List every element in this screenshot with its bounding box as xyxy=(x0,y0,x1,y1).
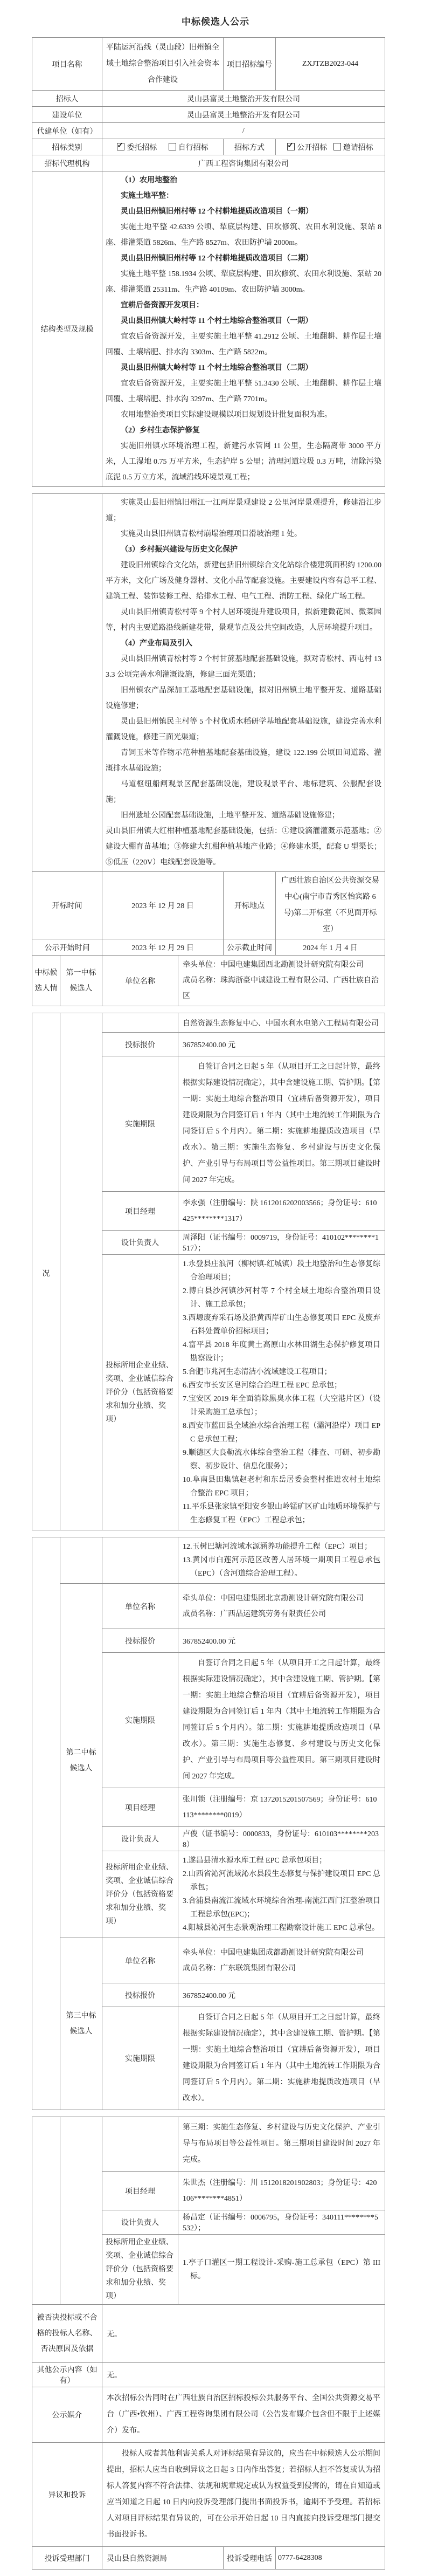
candidates-section-label-part2: 况 xyxy=(32,1013,60,1530)
checkbox-checked-icon xyxy=(117,143,124,150)
achievement-item: 7.宝安区 2019 年全面消除黑臭水体工程（大空港片区）（设计采购施工总承包）； xyxy=(183,1395,380,1417)
complaint-tel-label: 投诉受理电话 xyxy=(224,2547,276,2570)
achievement-item: 2.博白县沙河镇沙河村等 7 个村全域土地综合整治项目设计、施工总承包； xyxy=(183,1287,380,1309)
candidate3-manager-value: 朱世杰（注册编号：川 1512018201902803；身份证号：420106********4851） xyxy=(178,2172,385,2210)
agent-builder-label: 代建单位（如有） xyxy=(32,123,102,139)
structure-paragraph: （2）乡村生态保护修复 xyxy=(121,427,200,435)
period-label: 实施期限 xyxy=(102,1056,178,1192)
candidate2-designer-value: 卢俊（证书编号：0000833，身份证号：610103********2038） xyxy=(178,1827,385,1851)
structure-paragraph: 建设旧州镇综合文化站，新建包括旧州镇综合文化站综合楼建筑面积约 1200.00 平方米，文化广场及健身器材、文化小品等配套设施。主要建设内容有总平工程、建筑工程、装饰装修工程、给排水工程、电气工程、消防工程、绿化广场工程。 xyxy=(106,561,381,601)
row-builder xyxy=(32,107,385,123)
candidate1-rank-col-cont xyxy=(60,1537,102,1584)
design-lead-label: 设计负责人 xyxy=(102,1231,178,1255)
table-block-1 xyxy=(32,37,431,487)
achievement-item: 2.山西省沁河流域沁水县段生态修复与保护建设项目 EPC 总承包； xyxy=(183,1870,381,1892)
structure-paragraph: 灵山县旧州镇大岭村等 11 个村土地综合整治项目（二期） xyxy=(121,364,313,372)
candidate3-rank-col-cont xyxy=(60,2117,102,2305)
candidate3-price-value: 367852400.00 元 xyxy=(178,1983,385,2007)
unit-members-line: 成员名称：广西品运建筑劳务有限责任公司 xyxy=(183,1610,326,1618)
bid-no-value: ZXJTZB2023-044 xyxy=(276,38,385,91)
candidate1-achievements-list xyxy=(178,1255,385,1530)
checkbox-checked-icon xyxy=(287,143,295,150)
agency-value: 广西工程咨询集团有限公司 xyxy=(102,155,385,171)
bid-price-label: 投标报价 xyxy=(102,1629,178,1653)
achievements-label: 投标所用企业业绩、奖项、企业诚信综合评价分（包括资格要求和加分业绩、奖项） xyxy=(102,2235,178,2305)
publicity-start-value: 2023 年 12 月 29 日 xyxy=(102,939,224,956)
structure-paragraph: 灵山县旧州镇民主村等 5 个村优质水稻研学基地配套基础设施，建设完善水利灌溉设施，修建三面光渠道； xyxy=(106,718,381,741)
table-block-5 xyxy=(32,2117,431,2570)
structure-paragraph: 实施土地平整： xyxy=(121,192,173,200)
achievement-item: 10.阜南县田集镇赵老村和东岳居委会整村推进农村土地综合整治 EPC 项目； xyxy=(183,1476,380,1497)
unit-members-line: 成员名称：珠海浙豪中诚建设工程有限公司、广西壮族自治区 xyxy=(183,977,379,1000)
row-candidate3-period-cont xyxy=(32,2117,385,2172)
design-lead-label: 设计负责人 xyxy=(102,2210,178,2235)
structure-paragraph: 旧州遗址公园配套基础设施，土地平整开发、道路基础设施修建； xyxy=(121,812,339,820)
open-place-value: 广西壮族自治区公共资源交易中心(南宁市青秀区怡宾路 6 号)第二开标室（不见面开标室） xyxy=(276,872,385,939)
unit-name-label: 单位名称 xyxy=(102,1938,178,1983)
unit-lead-line: 牵头单位：中国电建集团成都勘测设计研究院有限公司 xyxy=(183,1948,364,1957)
candidate1-manager-value: 李永强（注册编号：陕 1612016202003566；身份证号：610425********1317） xyxy=(178,1192,385,1231)
row-bid-opening xyxy=(32,872,385,939)
row-project-name xyxy=(32,38,385,91)
row-candidate2-unit xyxy=(32,1584,385,1629)
checkbox-unchecked-icon xyxy=(333,143,341,150)
unit-lead-line: 牵头单位：中国电建集团北京勘测设计研究院有限公司 xyxy=(183,1594,364,1603)
candidates-section-label-part1: 中标候选人情 xyxy=(32,956,60,1006)
agency-label: 招标代理机构 xyxy=(32,155,102,171)
achievement-item: 4.富平县 2018 年度黄土高原山水林田湖生态保护修复项目勘察设计； xyxy=(183,1341,380,1363)
row-candidate1-unit-cont xyxy=(32,1013,385,1033)
row-objection-complaint xyxy=(32,2443,385,2547)
row-agent-builder xyxy=(32,123,385,139)
structure-paragraph: （1）农用地整治 xyxy=(121,176,177,184)
achievements-label-cont xyxy=(102,1537,178,1584)
structure-paragraph: 农用地整治类项目实际建设规模以项目规划设计批复面积为准。 xyxy=(121,411,332,419)
row-publicity-media xyxy=(32,2387,385,2443)
other-publicity-value: 无。 xyxy=(102,2363,385,2387)
project-manager-label: 项目经理 xyxy=(102,1788,178,1827)
method-option-label: 邀请招标 xyxy=(343,143,373,152)
candidate2-period-value: 自签订合同之日起 5 年（从项目开工之日起计算，最终根据实际建设情况确定），其中含建设施工期、管护期。【第一期：实施土地综合整治项目（宜耕后备资源开发），项目建设期限为合同签订后 1 年内（其中土地流转工作期限为合同签订后 5 个月内）。第二期：实施耕地提质改造项目（旱改水）。第三期：实施生态修复、乡村建设与历史文化保护、产业引导与布局项目等公益性项目。第三期项目建设时间 2027 年完成。 xyxy=(178,1653,385,1788)
row-structure-scale xyxy=(32,171,385,487)
project-name-label: 项目名称 xyxy=(32,38,102,91)
structure-paragraph: 灵山县旧州镇大红柑种植基地配套基础设施，包括：①建设滴灌灌溉示范基地；②建设大棚育苗基地；③修建大红柑种植基地产业路；④修建水渠，配套 U 型渠长；⑤低压（220V）电线配套设施等。 xyxy=(106,827,381,867)
category-option-label: 委托招标 xyxy=(127,143,157,152)
structure-paragraph: 旧州镇农产品深加工基地配套基础设施，拟对旧州镇土地平整开发、道路基础设施修建； xyxy=(106,686,381,710)
open-place-label: 开标地点 xyxy=(224,872,276,939)
achievement-item: 3.西塬废弃采石场及沿黄西岸矿山生态修复项目 EPC 及废弃石料处置单价招标项目； xyxy=(183,1314,380,1336)
tenderee-label: 招标人 xyxy=(32,91,102,107)
publicity-media-label: 公示媒介 xyxy=(32,2387,102,2443)
method-option-checked xyxy=(287,142,327,153)
page-title: 中标候选人公示 xyxy=(182,17,249,27)
unit-name-label: 单位名称 xyxy=(102,956,178,1006)
category-option-checked xyxy=(117,142,157,153)
structure-paragraph: 灵山县旧州镇大岭村等 11 个村土地综合整治项目（一期） xyxy=(121,317,313,325)
row-rejected-bidders xyxy=(32,2305,385,2363)
structure-paragraph: 实施土地平整 158.1934 公顷、犁底层构建、田坎修筑、农田水利设施、泵站 20 座、排灌渠道 25311m、生产路 40109m、农田防护墙 3000m。 xyxy=(106,270,381,294)
row-other-publicity xyxy=(32,2363,385,2387)
structure-scale-content-cont xyxy=(102,494,385,872)
project-name-value: 平陆运河沿线（灵山段）旧州镇全域土地综合整治项目引入社会资本合作建设 xyxy=(102,38,224,91)
candidate2-unit-value xyxy=(178,1584,385,1629)
complaint-dept-label: 投诉受理部门 xyxy=(32,2547,102,2570)
candidate1-designer-value: 周泽阳（证书编号：0009719，身份证号：410102********1517）； xyxy=(178,1231,385,1255)
structure-scale-label-cont xyxy=(32,494,102,872)
candidate3-achievements-list xyxy=(178,2235,385,2305)
structure-scale-label: 结构类型及规模 xyxy=(32,171,102,487)
achievement-item: 13.黄冈市白莲河示范区改善人居环境一期项目工程总承包（EPC）（含河道综合治理工程）。 xyxy=(183,1556,381,1578)
open-time-label: 开标时间 xyxy=(32,872,102,939)
row-complaint-contact xyxy=(32,2547,385,2570)
table-block-4 xyxy=(32,1537,431,2110)
achievement-item: 1.遂昌县清水源水库工程 EPC 总承包项目； xyxy=(183,1857,327,1865)
category-option-label: 自行招标 xyxy=(178,143,208,152)
structure-paragraph: （3）乡村振兴建设与历史文化保护 xyxy=(121,546,238,554)
row-structure-scale-cont xyxy=(32,494,385,872)
builder-label: 建设单位 xyxy=(32,107,102,123)
achievement-item: 6.西安市长安区皂河综合治理工程 EPC 总承包； xyxy=(183,1382,342,1390)
structure-paragraph: 灵山县旧州镇青松村等 2 个村甘蔗基地配套基础设施，拟对青松村、西屯村 133.3 公顷完善水利灌溉设施，修建三面光渠道； xyxy=(106,655,381,679)
period-label: 实施期限 xyxy=(102,2007,178,2110)
objection-complaint-value: 投标人或者其他利害关系人对评标结果有异议的，应当在中标候选人公示期间提出，招标人应当自收到异议之日起 3 日内作出答复；若招标人拒不答复或认为招标人答复内容不符合法律、法规和规章规定或认为权益受到侵害的，请在自知道或应当知道之日起 10 日内向投诉受理部门提出书面投诉书，逾期不予受理。若招标人对项目评标结果有异议的，可在公示开始日起 10 日内直接向投诉受理部门提交书面投诉书。 xyxy=(102,2443,385,2547)
tender-method-options xyxy=(276,139,385,155)
candidates-section-col-cont xyxy=(32,1537,60,2110)
row-candidate1-achievements-cont xyxy=(32,1537,385,1584)
structure-paragraph: 实施土地平整 42.6339 公顷、犁底层构建、田坎修筑、农田水利设施、泵站 8 座、排灌渠道 5826m、生产路 8527m、农田防护墙 2000m。 xyxy=(106,223,381,247)
candidate3-designer-value: 杨昌定（证书编号：0006795，身份证号：340111********5532）； xyxy=(178,2210,385,2235)
structure-paragraph: 青饲玉米等作物示范种植基地配套基础设施，建设 122.199 公顷田间道路、灌溉排水基础设施； xyxy=(106,749,381,773)
structure-paragraph: 实施灵山县旧州镇青松村崩塌治理项目滑坡治理 1 处。 xyxy=(121,530,302,538)
table-block-3 xyxy=(32,1013,431,1530)
achievement-item: 3.合浦县南流江流域水环境综合治理-南流江西门江整治项目工程总承包(EPC)； xyxy=(183,1897,381,1919)
open-time-value: 2023 年 12 月 28 日 xyxy=(102,872,224,939)
rejected-bidders-label: 被否决投标或不合格的投标人名称、否决原因及依据 xyxy=(32,2305,102,2363)
structure-paragraph: 宜农后备资源开发，主要实施土地平整 51.3430 公顷、土地翻耕、耕作层土壤回覆、土壤培肥、排水沟 3297m、生产路 7701m。 xyxy=(106,380,381,403)
unit-name-label: 单位名称 xyxy=(102,1584,178,1629)
achievement-item: 8.西安市蓝田县全域治水综合治理工程（灞河沿岸）项目 EPC 总承包工程； xyxy=(183,1422,380,1444)
period-label: 实施期限 xyxy=(102,1653,178,1788)
structure-scale-content xyxy=(102,171,385,487)
table-block-2 xyxy=(32,493,431,1006)
project-manager-label: 项目经理 xyxy=(102,2172,178,2210)
publicity-end-label: 公示截止时间 xyxy=(224,939,276,956)
achievements-label: 投标所用企业业绩、奖项、企业诚信综合评价分（包括资格要求和加分业绩、奖项） xyxy=(102,1851,178,1938)
objection-complaint-label: 异议和投诉 xyxy=(32,2443,102,2547)
row-agency xyxy=(32,155,385,171)
candidate3-period-value-part2: 第三期：实施生态修复、乡村建设与历史文化保护、产业引导与布局项目等公益性项目。第三期项目建设时间 2027 年完成。 xyxy=(178,2117,385,2172)
unit-name-label-cont xyxy=(102,1013,178,1033)
candidate3-unit-value xyxy=(178,1938,385,1983)
candidate2-rank-label: 第二中标候选人 xyxy=(60,1584,102,1938)
candidate1-unit-value-cont: 自然资源生态修复中心、中国水利水电第六工程局有限公司 xyxy=(178,1013,385,1033)
row-candidate1-unit xyxy=(32,956,385,1006)
achievement-item: 9.顺德区大良勒流水体综合整治工程（排查、可研、初步勘察、初步设计、信息化服务）； xyxy=(183,1449,380,1471)
builder-value: 灵山县富灵土地整治开发有限公司 xyxy=(102,107,385,123)
bid-no-label: 项目招标编号 xyxy=(224,38,276,91)
structure-paragraph: 灵山县旧州镇青松村等 9 个村人居环境提升建设项目，拟新建微花园、微菜园等，村内主要道路沿线新建花带，景观节点及公共空间改造，人居环境提升项目。 xyxy=(106,608,381,632)
candidate1-unit-value xyxy=(178,956,385,1006)
structure-paragraph: 宜耕后备资源开发项目： xyxy=(121,301,204,310)
structure-paragraph: 实施旧州镇水环境治理工程，新建污水管网 11 公里，生态隔离带 3000 平方米，人工湿地 0.75 万平方米，生态护岸 5 公里；清理河道垃圾 0.3 万吨，清除污染底泥 0.5 万立方米，流域沿线环境景观工程； xyxy=(106,442,381,482)
candidate3-period-value-part1: 自签订合同之日起 5 年（从项目开工之日起计算，最终根据实际建设情况确定），其中含建设施工期、管护期。【第一期：实施土地综合整治项目（宜耕后备资源开发），项目建设期限为合同签订后 1 年内（其中土地流转工作期限为合同签订后 5 个月内）。第二期：实施耕地提质改造项目（旱改水）。 xyxy=(178,2007,385,2110)
structure-paragraph: 宜农后备资源开发，主要实施土地平整 41.2912 公顷、土地翻耕、耕作层土壤回覆、土壤培肥、排水沟 3303m、生产路 5822m。 xyxy=(106,333,381,356)
candidate2-manager-value: 张川锁（注册编号：京 1372015201507569；身份证号：610113********0019） xyxy=(178,1788,385,1827)
tender-method-label: 招标方式 xyxy=(224,139,276,155)
candidate2-price-value: 367852400.00 元 xyxy=(178,1629,385,1653)
row-candidate3-unit xyxy=(32,1938,385,1983)
achievement-item: 12.玉树巴塘河流域水源涵养功能提升工程（EPC）项目； xyxy=(183,1543,372,1551)
tender-category-label: 招标类别 xyxy=(32,139,102,155)
achievement-item: 11.平乐县张家镇至阳安乡银山岭锰矿区矿山地质环境保护与生态修复工程（EPC）工程总承包； xyxy=(183,1503,380,1524)
method-option-unchecked xyxy=(333,142,373,153)
candidate1-rank-label: 第一中标候选人 xyxy=(60,956,102,1006)
achievement-item: 4.阳城县沁河生态景观治理工程勘察设计施工 EPC 总承包。 xyxy=(183,1924,380,1932)
agent-builder-value: / xyxy=(102,123,385,139)
row-tenderee xyxy=(32,91,385,107)
candidate1-price-value: 367852400.00 元 xyxy=(178,1033,385,1056)
publicity-media-value: 本次招标公告同时在广西壮族自治区招标投标公共服务平台、全国公共资源交易平台（广西•钦州）、广西工程咨询集团有限公司（公告发布媒介包含但不限于上述媒介）发布。 xyxy=(102,2387,385,2443)
structure-paragraph: 灵山县旧州镇旧州村等 12 个村耕地提质改造项目（一期） xyxy=(121,208,313,216)
unit-lead-line: 牵头单位：中国电建集团西北勘测设计研究院有限公司 xyxy=(183,961,364,969)
candidate2-achievements-list xyxy=(178,1851,385,1938)
candidate1-achievements-list-cont xyxy=(178,1537,385,1584)
achievement-item: 1.亭子口灌区一期工程设计-采购-施工总承包（EPC）第 III 标。 xyxy=(183,2258,380,2280)
tenderee-value: 灵山县富灵土地整治开发有限公司 xyxy=(102,91,385,107)
publicity-start-label: 公示开始时间 xyxy=(32,939,102,956)
checkbox-unchecked-icon xyxy=(169,143,176,150)
candidate1-period-value: 自签订合同之日起 5 年（从项目开工之日起计算，最终根据实际建设情况确定），其中含建设施工期、管护期。【第一期：实施土地综合整治项目（宜耕后备资源开发），项目建设期限为合同签订后 1 年内（其中土地流转工作期限为合同签订后 5 个月内）。第二期：实施耕地提质改造项目（旱改水）。第三期：实施生态修复、乡村建设与历史文化保护、产业引导与布局项目等公益性项目。第三期项目建设时间 2027 年完成。 xyxy=(178,1056,385,1192)
candidate1-rank-cont xyxy=(60,1013,102,1530)
achievements-label: 投标所用企业业绩、奖项、企业诚信综合评价分（包括资格要求和加分业绩、奖项） xyxy=(102,1255,178,1530)
other-publicity-label: 其他公示内容（如有） xyxy=(32,2363,102,2387)
method-option-label: 公开招标 xyxy=(297,143,328,152)
structure-paragraph: 马道枢纽船闸观景区配套基础设施，建设观景平台、地标建筑、公服配套设施； xyxy=(106,780,381,804)
category-option-unchecked xyxy=(169,142,208,153)
achievement-item: 5.合肥市兆河生态清洁小流域建设工程项目； xyxy=(183,1368,332,1376)
design-lead-label: 设计负责人 xyxy=(102,1827,178,1851)
candidate3-rank-label: 第三中标候选人 xyxy=(60,1938,102,2110)
unit-members-line: 成员名称：广东联筑集团有限公司 xyxy=(183,1964,296,1973)
tender-category-options xyxy=(102,139,224,155)
complaint-dept-value: 灵山县自然资源局 xyxy=(102,2547,224,2570)
structure-paragraph: （4）产业布局及引入 xyxy=(121,640,192,648)
bid-price-label: 投标报价 xyxy=(102,1033,178,1056)
structure-paragraph: 灵山县旧州镇旧州村等 12 个村耕地提质改造项目（二期） xyxy=(121,255,313,263)
publicity-end-value: 2024 年 1 月 4 日 xyxy=(276,939,385,956)
structure-paragraph: 实施灵山县旧州镇旧州江一江两岸景观建设 2 公里河岸景观提升，修建沿江步道； xyxy=(106,499,381,523)
project-manager-label: 项目经理 xyxy=(102,1192,178,1231)
row-tender-category xyxy=(32,139,385,155)
rejected-bidders-value: 无。 xyxy=(102,2305,385,2363)
candidates-section-col-cont xyxy=(32,2117,60,2305)
bid-price-label: 投标报价 xyxy=(102,1983,178,2007)
complaint-tel-value: 0777-6428308 xyxy=(276,2547,385,2570)
achievement-item: 1.永登县庄浪河（柳树镇-红城镇）段土地整治和生态修复综合治理项目； xyxy=(183,1260,380,1282)
row-publicity-period xyxy=(32,939,385,956)
period-label-cont xyxy=(102,2117,178,2172)
